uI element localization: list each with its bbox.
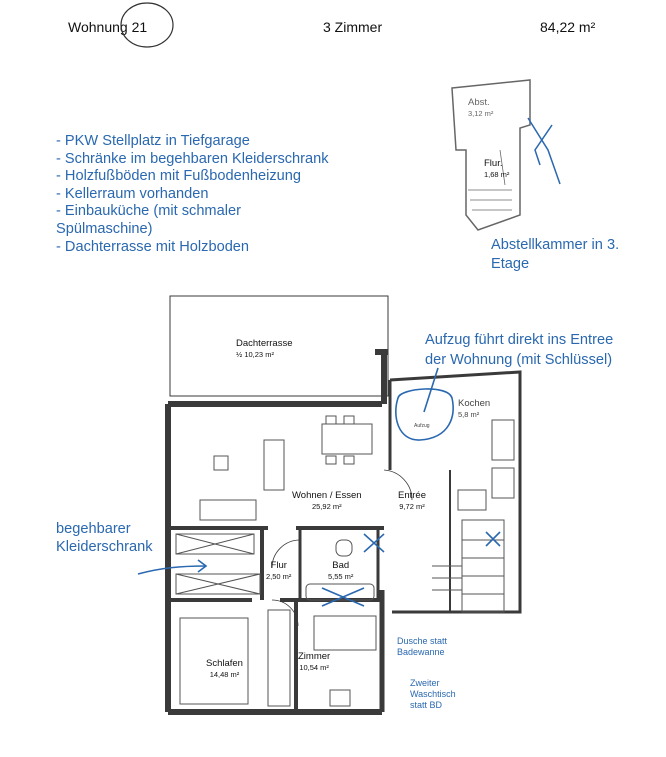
storage-cross-mark: [528, 118, 560, 184]
feature-item: - Einbauküche (mit schmaler: [56, 203, 241, 220]
room-flur: Flur 2,50 m²: [266, 560, 292, 581]
storage-flur-label: Flur. 1,68 m²: [484, 158, 510, 179]
room-kitchen: Kochen 5,8 m²: [458, 398, 491, 419]
room-living: Wohnen / Essen 25,92 m²: [292, 490, 362, 511]
unit-number: Wohnung 21: [68, 19, 148, 35]
room-count: 3 Zimmer: [323, 19, 383, 35]
feature-item: Spülmaschine): [56, 220, 153, 237]
closet-note: begehbarer Kleiderschrank: [56, 521, 153, 555]
shower-note: Dusche statt Badewanne: [397, 636, 448, 657]
room-bad: Bad 5,55 m²: [328, 560, 354, 581]
room-zimmer: Zimmer 10,54 m²: [298, 651, 331, 672]
lift-tag: Aufzug: [414, 423, 430, 429]
feature-item: - Dachterrasse mit Holzboden: [56, 238, 250, 255]
unit-area: 84,22 m²: [540, 19, 596, 35]
feature-item: - PKW Stellplatz in Tiefgarage: [56, 133, 250, 149]
sink-note: Zweiter Waschtisch statt BD: [410, 678, 456, 710]
room-schlafen: Schlafen 14,48 m²: [206, 658, 243, 679]
feature-item: - Schränke im begehbaren Kleiderschrank: [56, 150, 329, 167]
storage-abst-label: Abst. 3,12 m²: [468, 97, 494, 118]
feature-item: - Holzfußböden mit Fußbodenheizung: [56, 168, 301, 185]
feature-item: - Kellerraum vorhanden: [56, 185, 209, 202]
storage-note: Abstellkammer in 3. Etage: [491, 237, 620, 272]
unit-number-circle: [121, 3, 173, 47]
room-terrace: Dachterrasse ½ 10,23 m²: [236, 338, 293, 359]
lift-note: Aufzug führt direkt ins Entree der Wohnung (mit Schlüssel): [425, 332, 614, 368]
room-entree: Entrée 9,72 m²: [398, 490, 426, 511]
